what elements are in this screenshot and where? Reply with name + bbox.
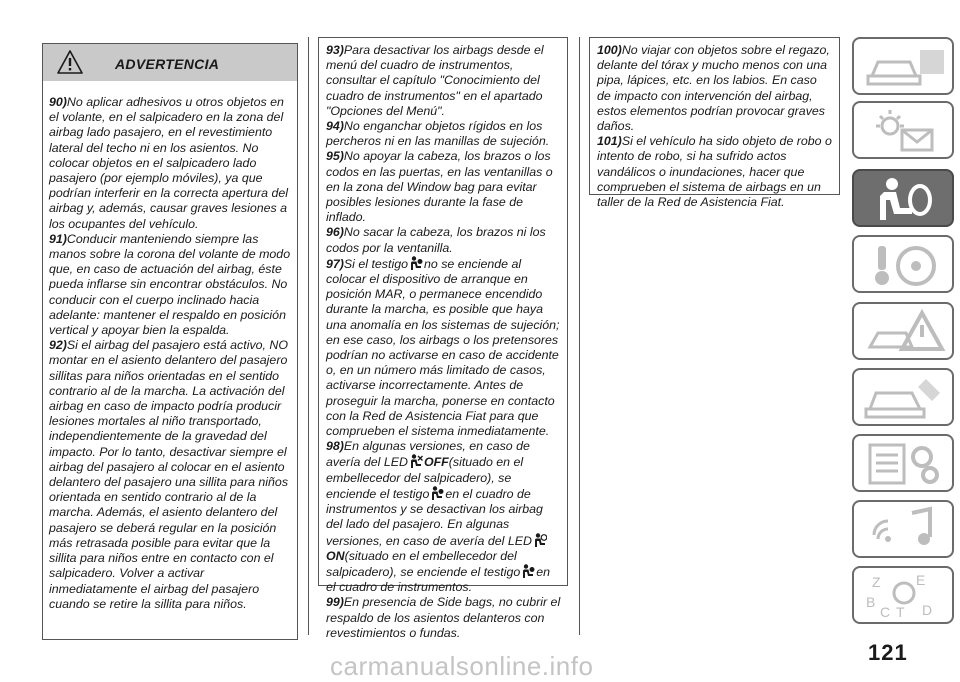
multimedia-icon [860, 505, 950, 555]
breakdown-triangle-icon [860, 307, 950, 357]
svg-text:E: E [916, 572, 926, 588]
warning-triangle-icon [57, 50, 83, 74]
note-98: 98)En algunas versiones, en caso de avería del LED OFF(situado en el embellecedor del salpicadero), se enciende el testigo en el cuadro de instrumentos y se desactivan los airbag del lado del pasajero. En algunas versiones, en caso de avería del LEDON(situado en el embellecedor del salpicadero), se enciende el testigo en el cuadro de instrumentos. [326, 439, 551, 595]
page-number: 121 [868, 640, 908, 665]
airbag-warning-light-icon [521, 564, 535, 579]
tab-multimedia[interactable] [852, 500, 954, 558]
note-93: 93)Para desactivar los airbags desde el menú del cuadro de instrumentos, consultar el capítulo "Conocimiento del cuadro de instrumentos" en el apartado "Opciones del Menú". [326, 43, 544, 118]
watermark: carmanualsonline.info [330, 651, 594, 681]
note-101: 101)Si el vehículo ha sido objeto de robo o intento de robo, si ha sufrido actos vandálicos o inundaciones, hacer que comprueben el sistema de airbags en un taller de la Red de Asistencia Fiat. [597, 134, 832, 210]
note-100: 100)No viajar con objetos sobre el regazo, delante del tórax y mucho menos con una pipa, lápices, etc. en los labios. En caso de impacto con intervención del airbag, estos elementos podrían provocar graves daños. [597, 43, 830, 134]
note-99: 99)En presencia de Side bags, no cubrir el respaldo de los asientos delanteros con revestimientos o fundas. [326, 595, 561, 640]
key-steering-icon [860, 240, 950, 290]
technical-data-icon [860, 439, 950, 489]
tab-breakdown[interactable] [852, 302, 954, 360]
tab-lights-message[interactable] [852, 101, 954, 159]
tab-car-service[interactable] [852, 368, 954, 426]
note-95: 95)No apoyar la cabeza, los brazos o los codos en las puertas, en las ventanillas o en la zona del Window bag para evitar posibles lesiones durante la fase de inflado. [326, 149, 553, 225]
warning-title: ADVERTENCIA [115, 56, 220, 72]
tab-index[interactable] [852, 566, 954, 624]
note-96: 96)No sacar la cabeza, los brazos ni los codos por la ventanilla. [326, 225, 546, 255]
tab-key-steering[interactable] [852, 235, 954, 293]
svg-text:D: D [922, 602, 933, 618]
tab-seat-airbag[interactable] [852, 169, 954, 227]
airbag-warning-light-icon [409, 256, 423, 271]
seat-airbag-icon [860, 174, 950, 224]
note-91: 91)Conducir manteniendo siempre las manos sobre la corona del volante de modo que, en caso de actuación del airbag, éste pueda inflarse sin encontrar obstáculos. No conducir con el cuerpo inclinado hacia adelante: mantener el respaldo en posición vertical y apoyar bien la espalda. [49, 231, 291, 338]
index-letters-icon [860, 571, 950, 621]
note-94: 94)No enganchar objetos rígidos en los percheros ni en las manillas de sujeción. [326, 119, 550, 149]
warning-header [43, 44, 297, 81]
passenger-airbag-on-icon [533, 533, 547, 548]
svg-text:T: T [896, 604, 905, 620]
car-service-icon [860, 373, 950, 423]
car-dashboard-icon [860, 42, 950, 92]
notes-column-2 [318, 37, 568, 640]
note-97: 97)Si el testigo no se enciende al colocar el dispositivo de arranque en posición MAR, o permanece encendido durante la marcha, es posible que haya una anomalía en los sistemas de sujeción; en ese caso, los airbags o los pretensores podrían no activarse en caso de accidente o, en un número más limitado de casos, activarse incorrectamente. Antes de proseguir la marcha, ponerse en contacto con la Red de Asistencia Fiat para que comprueben el sistema inmediatamente. [326, 256, 560, 439]
svg-text:B: B [866, 594, 876, 610]
tab-car-dashboard[interactable] [852, 37, 954, 95]
svg-text:C: C [880, 604, 891, 620]
svg-text:Z: Z [872, 574, 881, 590]
column-divider [308, 37, 309, 635]
warning-box [42, 43, 298, 640]
passenger-airbag-off-icon [409, 454, 423, 469]
airbag-warning-light-icon [430, 486, 444, 501]
lights-message-icon [860, 106, 950, 156]
column-divider [579, 37, 580, 635]
note-92: 92)Si el airbag del pasajero está activo, NO montar en el asiento delantero del pasajero sillitas para niños orientadas en el sentido contrario al de la marcha. La activación del airbag en caso de impacto podría producir lesiones mortales al niño transportado, independientemente de la gravedad del impacto. Por lo tanto, desactivar siempre el airbag del pasajero al colocar en el asiento delantero del pasajero una sillita para niños orientada en sentido contrario al de la marcha. Además, el asiento delantero del pasajero se deberá regular en la posición más retrasada posible para evitar que la sillita para niños entre en contacto con el salpicadero. Volver a activar inmediatamente el airbag del pasajero cuando se retire la sillita para niños. [49, 338, 289, 611]
note-90: 90)No aplicar adhesivos u otros objetos en el volante, en el salpicadero en la zona del airbag lado pasajero, en el revestimiento lateral del techo ni en los asientos. No colocar objetos en el salpicadero lado pasajero (por ejemplo móviles), ya que podrían interferir en la correcta apertura del airbag y, además, causar graves lesiones a los ocupantes del vehículo. [49, 95, 288, 231]
notes-column-3 [589, 37, 840, 210]
tab-technical-data[interactable] [852, 434, 954, 492]
